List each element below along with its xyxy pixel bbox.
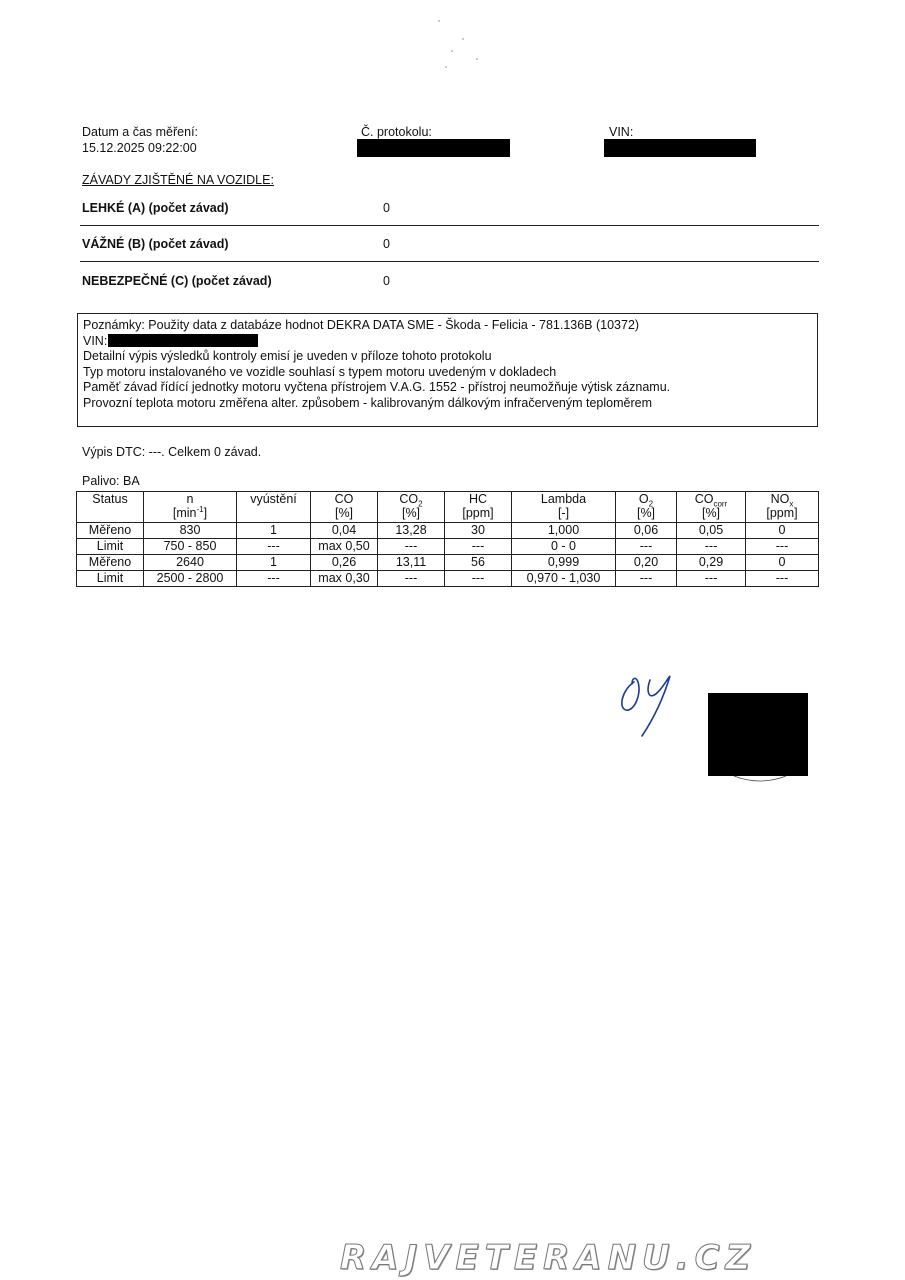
col-n: n $[\min^{-1}]$ xyxy=(144,492,237,523)
vin-redaction xyxy=(604,139,756,157)
col-cocorr: $CO_{corr}$ [%] xyxy=(677,492,746,523)
protocol-redaction xyxy=(357,139,510,157)
table-cell: Limit xyxy=(77,571,144,587)
table-cell: --- xyxy=(237,539,311,555)
table-cell: max 0,50 xyxy=(311,539,378,555)
defects-heading: ZÁVADY ZJIŠTĚNÉ NA VOZIDLE: xyxy=(82,173,274,187)
defect-light-label: LEHKÉ (A) (počet závad) xyxy=(82,201,229,215)
table-cell: --- xyxy=(378,571,445,587)
scan-speck xyxy=(476,58,478,60)
table-cell: --- xyxy=(378,539,445,555)
protocol-label: Č. protokolu: xyxy=(361,125,432,139)
col-hc: HC [ppm] xyxy=(445,492,512,523)
table-cell: 30 xyxy=(445,523,512,539)
datetime-label: Datum a čas měření: xyxy=(82,125,199,139)
table-cell: Limit xyxy=(77,539,144,555)
table-cell: 13,11 xyxy=(378,555,445,571)
defect-light-value: 0 xyxy=(383,201,390,215)
table-cell: 0,970 - 1,030 xyxy=(512,571,616,587)
col-lambda: Lambda [-] xyxy=(512,492,616,523)
table-cell: --- xyxy=(746,571,819,587)
notes-vin-redaction xyxy=(108,334,258,347)
table-cell: 0,29 xyxy=(677,555,746,571)
table-cell: 0,04 xyxy=(311,523,378,539)
table-cell: 0,26 xyxy=(311,555,378,571)
datetime-block xyxy=(82,124,198,156)
table-cell: Měřeno xyxy=(77,523,144,539)
table-cell: 56 xyxy=(445,555,512,571)
scan-speck xyxy=(462,38,464,40)
table-row xyxy=(77,539,819,555)
stamp-edge xyxy=(730,772,790,784)
emissions-table xyxy=(76,491,819,587)
divider xyxy=(80,261,819,262)
footer-watermark: RAJVETERANU.CZ xyxy=(340,1238,757,1278)
scan-speck xyxy=(438,20,440,22)
col-vyusteni: vyústění xyxy=(237,492,311,523)
table-cell: max 0,30 xyxy=(311,571,378,587)
datetime-value: 15.12.2025 09:22:00 xyxy=(82,141,197,155)
scan-speck xyxy=(445,66,447,68)
table-cell: 2500 - 2800 xyxy=(144,571,237,587)
table-cell: Měřeno xyxy=(77,555,144,571)
notes-box xyxy=(77,313,818,427)
divider xyxy=(80,225,819,226)
notes-line: Typ motoru instalovaného ve vozidle souhlasí s typem motoru uvedeným v dokladech xyxy=(83,364,557,379)
table-cell: 0,20 xyxy=(616,555,677,571)
table-cell: --- xyxy=(616,539,677,555)
table-cell: 0,06 xyxy=(616,523,677,539)
table-row xyxy=(77,555,819,571)
table-cell: --- xyxy=(237,571,311,587)
stamp-redaction xyxy=(708,693,808,776)
table-cell: 2640 xyxy=(144,555,237,571)
defect-dangerous-value: 0 xyxy=(383,274,390,288)
table-cell: --- xyxy=(445,539,512,555)
col-o2: $O_2$ [%] xyxy=(616,492,677,523)
table-cell: --- xyxy=(616,571,677,587)
table-cell: 0,999 xyxy=(512,555,616,571)
notes-line: Detailní výpis výsledků kontroly emisí je uveden v příloze tohoto protokolu xyxy=(83,349,492,364)
table-cell: --- xyxy=(677,571,746,587)
notes-vin-label: VIN: xyxy=(83,333,108,348)
notes-line: Provozní teplota motoru změřena alter. způsobem - kalibrovaným dálkovým infračerveným teploměrem xyxy=(83,395,652,410)
table-row xyxy=(77,571,819,587)
table-cell: 0,05 xyxy=(677,523,746,539)
scan-speck xyxy=(451,50,453,52)
table-header-row xyxy=(77,492,819,523)
table-cell: 13,28 xyxy=(378,523,445,539)
table-cell: 0 xyxy=(746,555,819,571)
table-cell: 750 - 850 xyxy=(144,539,237,555)
col-nox: $NO_x$ [ppm] xyxy=(746,492,819,523)
col-co: CO [%] xyxy=(311,492,378,523)
table-cell: 1 xyxy=(237,555,311,571)
table-cell: 0 - 0 xyxy=(512,539,616,555)
notes-line: Paměť závad řídící jednotky motoru vyčtena přístrojem V.A.G. 1552 - přístroj neumožňuje výtisk záznamu. xyxy=(83,380,671,395)
table-cell: 0 xyxy=(746,523,819,539)
table-row xyxy=(77,523,819,539)
defect-dangerous-label: NEBEZPEČNÉ (C) (počet závad) xyxy=(82,274,272,288)
col-co2: $CO_2$ [%] xyxy=(378,492,445,523)
vin-label: VIN: xyxy=(609,125,634,139)
table-cell: 1 xyxy=(237,523,311,539)
notes-vin-line xyxy=(83,334,817,350)
defect-serious-value: 0 xyxy=(383,237,390,251)
dtc-summary: Výpis DTC: ---. Celkem 0 závad. xyxy=(82,445,262,459)
table-cell: 1,000 xyxy=(512,523,616,539)
table-cell: --- xyxy=(677,539,746,555)
col-status: Status xyxy=(77,492,144,523)
table-cell: 830 xyxy=(144,523,237,539)
fuel-type: Palivo: BA xyxy=(82,474,140,488)
table-cell: --- xyxy=(445,571,512,587)
defect-serious-label: VÁŽNÉ (B) (počet závad) xyxy=(82,237,229,251)
table-cell: --- xyxy=(746,539,819,555)
notes-line: Poznámky: Použity data z databáze hodnot DEKRA DATA SME - Škoda - Felicia - 781.136B (10372) xyxy=(83,318,640,332)
handwritten-signature xyxy=(612,668,692,740)
